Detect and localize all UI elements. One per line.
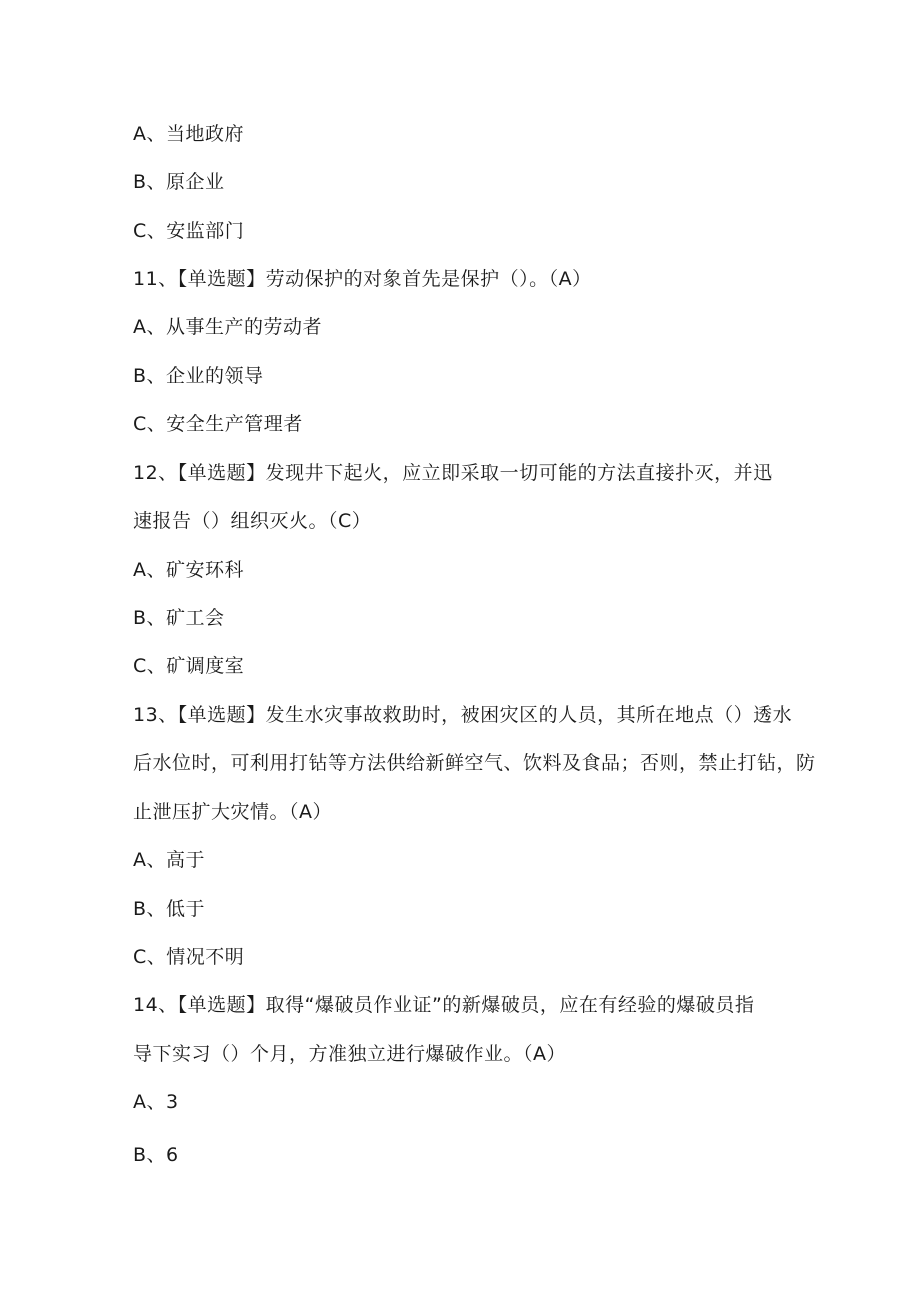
question-13-line-3: 止泄压扩大灾情。（A） (133, 801, 332, 823)
option-14-b: B、6 (133, 1144, 179, 1166)
question-11: 11、【单选题】劳动保护的对象首先是保护（）。（A） (133, 268, 592, 290)
question-14-line-1: 14、【单选题】取得“爆破员作业证”的新爆破员，应在有经验的爆破员指 (133, 994, 755, 1016)
option-14-a: A、3 (133, 1091, 179, 1113)
option-13-a: A、高于 (133, 849, 205, 871)
question-13-line-2: 后水位时，可利用打钻等方法供给新鲜空气、饮料及食品；否则，禁止打钻，防 (133, 752, 816, 774)
question-14-line-2: 导下实习（）个月，方准独立进行爆破作业。（A） (133, 1043, 566, 1065)
option-10-b: B、原企业 (133, 171, 225, 193)
option-13-b: B、低于 (133, 898, 206, 920)
option-11-a: A、从事生产的劳动者 (133, 316, 322, 338)
option-12-b: B、矿工会 (133, 607, 225, 629)
option-10-c: C、安监部门 (133, 220, 245, 242)
option-12-a: A、矿安环科 (133, 559, 244, 581)
option-10-a: A、当地政府 (133, 123, 244, 145)
question-12-line-2: 速报告（）组织灭火。（C） (133, 510, 372, 532)
option-13-c: C、情况不明 (133, 946, 245, 968)
question-13-line-1: 13、【单选题】发生水灾事故救助时，被困灾区的人员，其所在地点（）透水 (133, 704, 793, 726)
option-12-c: C、矿调度室 (133, 655, 245, 677)
question-12-line-1: 12、【单选题】发现井下起火，应立即采取一切可能的方法直接扑灭，并迅 (133, 462, 773, 484)
option-11-b: B、企业的领导 (133, 365, 264, 387)
option-11-c: C、安全生产管理者 (133, 413, 303, 435)
